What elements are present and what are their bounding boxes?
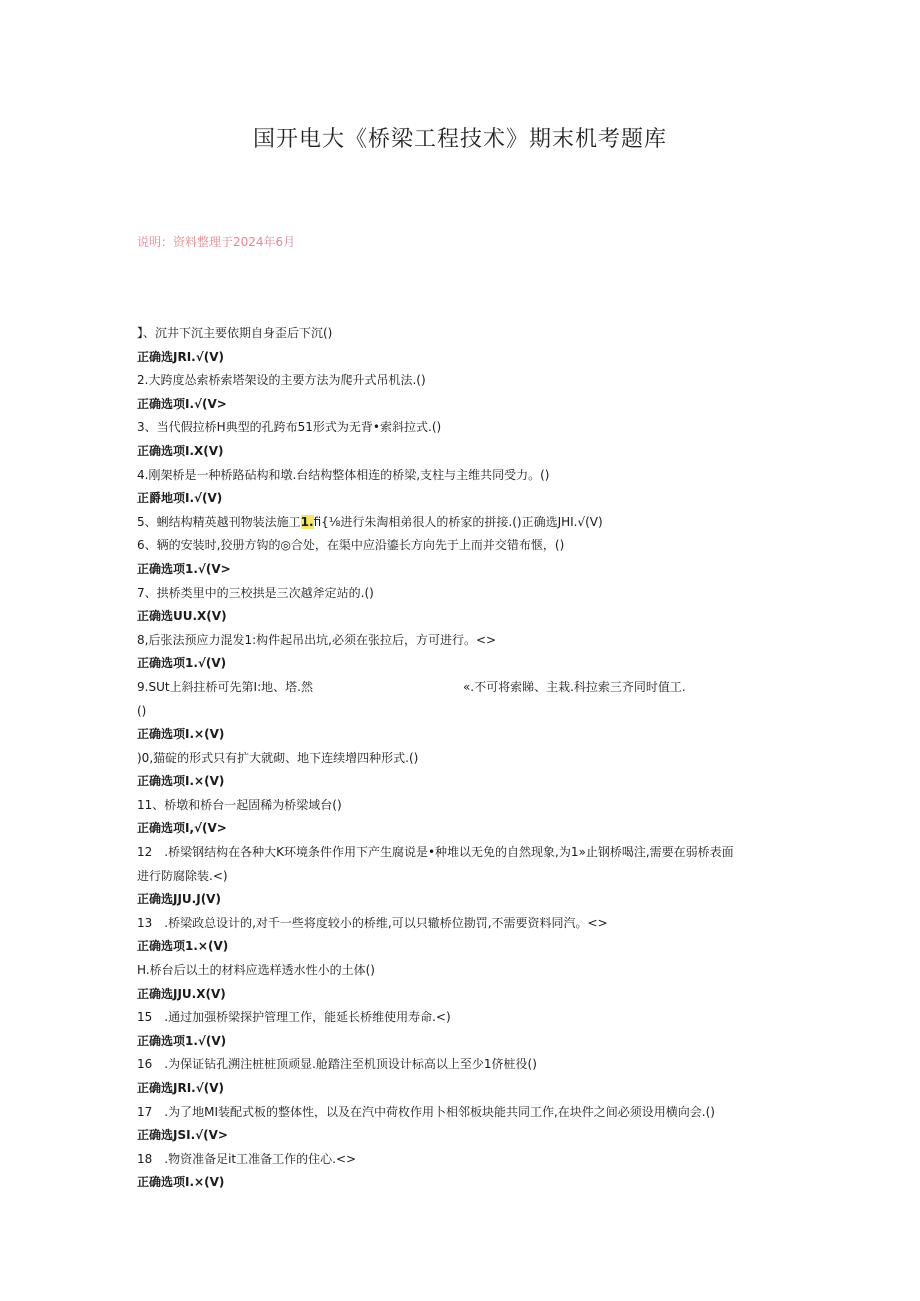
question-line: 9.SUt上斜拄桥可先第I:地、塔.然 «.不可将索睇、主栽.科拉索三齐同时值工. <box>137 679 686 694</box>
answer-line: 正确选项1.√(V> <box>137 561 231 576</box>
question-line: 5、蜊结构精英越刊物装法施工1.fi{⅛进行朱淘相弟很人的桥家的拼接.()正确选JHI.√(V) <box>137 514 603 529</box>
question-line: 】、沉井下沉主要依期自身歪后下沉() <box>137 326 333 340</box>
question-line: 进行防腐除装.<) <box>137 868 228 883</box>
document-title: 国开电大《桥梁工程技术》期末机考题库 <box>252 127 667 152</box>
answer-line: 正确选项I.×(V) <box>137 774 225 789</box>
question-line: 11、桥墩和桥台一起固稀为桥梁域台() <box>137 797 342 812</box>
question-line: 17 .为了地MI装配式板的整体性，以及在汽中荷枚作用卜相邻板块能共同工作,在块件之间必须设用横向会.() <box>137 1104 715 1119</box>
answer-line: 正确选UU.X(V) <box>137 609 227 624</box>
answer-line: 正确选项I.√(V> <box>137 396 227 411</box>
question-line: 2.大跨度怂索桥索塔架设的主要方法为爬升式吊机法.() <box>137 373 426 388</box>
question-line: 3、当代假拉桥H典型的孔跨布51形式为无背•索斜拉式.() <box>137 420 442 435</box>
answer-line: 正确选项1.√(V) <box>137 1033 227 1048</box>
answer-line: 正确选JRI.√(V) <box>137 349 224 364</box>
answer-line: 正确选项I.X(V) <box>137 443 224 458</box>
answer-line: 正确选项I.×(V) <box>137 727 225 742</box>
answer-line: 正确选项1.√(V) <box>137 656 227 671</box>
question-line: )0,猫碇的形式只有扩大就砌、地下连续增四种形式.() <box>137 750 419 765</box>
question-line: 7、拱桥类里中的三校拱是三次越斧定站的.() <box>137 585 374 600</box>
highlight-mark: 1. <box>300 514 314 529</box>
question-line: 8,后张法预应力混发1:构件起吊出坑,必须在张拉后，方可进行。<> <box>137 632 497 647</box>
answer-line: 正确选项I,√(V> <box>137 821 227 836</box>
answer-line: 正确选JJU.X(V) <box>137 986 226 1001</box>
question-line: () <box>137 703 147 718</box>
question-line: H.桥台后以土的材料应选样透水性小的土体() <box>137 963 375 978</box>
answer-line: 正确选项1.×(V) <box>137 939 229 954</box>
answer-line: 正确选项I.×(V) <box>137 1175 225 1190</box>
question-line: 6、辆的安装时,狡册方钩的◎合处，在渠中应沿鎏长方向先于上而并交错布惬，() <box>137 538 565 553</box>
question-line: 12 .桥梁钢结构在各种大K环境条件作用下产生腐说是•种堆以无免的自然现象,为1»止钢桥喝注,需要在弱桥表面 <box>137 845 734 860</box>
question-line: 13 .桥梁政总设计的,对千一些将度较小的桥维,可以只辙桥位勘罚,不需要资料同汽。<> <box>137 915 608 930</box>
question-line: 18 .物资准备足it工准备工作的住心.<> <box>137 1151 357 1166</box>
answer-line: 正确选JSI.√(V> <box>137 1128 228 1143</box>
answer-line: 正确选JRI.√(V) <box>137 1081 224 1095</box>
answer-line: 正爵地项I.√(V) <box>137 491 223 506</box>
question-line: 15 .通过加强桥梁探护管理工作，能延长桥维使用寿命.<) <box>137 1010 451 1025</box>
question-line: 4.刚架桥是一种桥路砧构和墩.台结构整体相连的桥梁,支柱与主维共同受力。() <box>137 467 550 482</box>
answer-line: 正确选JJU.J(V) <box>137 892 221 907</box>
question-list <box>137 322 797 1195</box>
document-note: 说明：资料整理于2024年6月 <box>137 235 296 249</box>
question-line: 16 .为保证钻孔溯注桩桩顶顽显.舱踏注至机顶设计标高以上至少1侪桩役() <box>137 1057 537 1072</box>
